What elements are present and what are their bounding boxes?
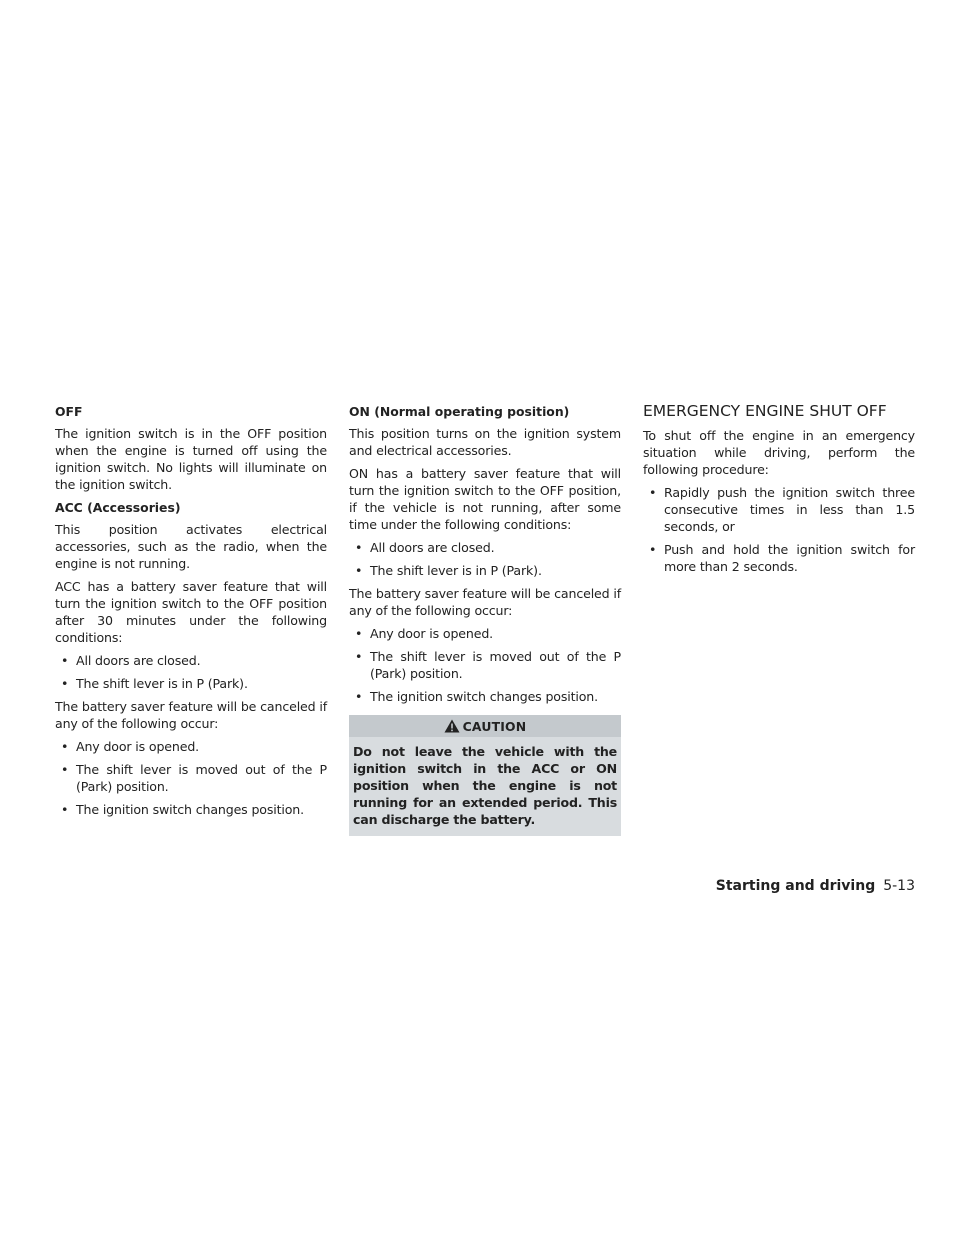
acc-cancel-list — [55, 738, 327, 818]
list-item: • The shift lever is moved out of the P (Park) position. — [55, 761, 327, 795]
acc-paragraph-1: This position activates electrical accessories, such as the radio, when the engine is not running. — [55, 522, 327, 571]
list-item: • Rapidly push the ignition switch three consecutive times in less than 1.5 seconds, or — [643, 484, 915, 535]
on-cancel-paragraph: The battery saver feature will be canceled if any of the following occur: — [349, 586, 621, 618]
page-number: 5-13 — [883, 878, 915, 894]
list-item: • All doors are closed. — [349, 539, 621, 556]
list-item: • The ignition switch changes position. — [55, 801, 327, 818]
acc-heading: ACC (Accessories) — [55, 500, 181, 515]
emergency-steps-list — [643, 484, 915, 575]
column-right — [643, 403, 915, 581]
off-heading: OFF — [55, 404, 83, 419]
list-item: • The shift lever is in P (Park). — [349, 562, 621, 579]
list-item: • All doors are closed. — [55, 652, 327, 669]
page-footer — [716, 877, 915, 895]
on-paragraph-2: ON has a battery saver feature that will turn the ignition switch to the OFF position, if the vehicle is not running, after some time under the following conditions: — [349, 466, 621, 532]
acc-conditions-list — [55, 652, 327, 692]
column-middle — [349, 403, 621, 836]
list-item: • The shift lever is moved out of the P (Park) position. — [349, 648, 621, 682]
on-heading: ON (Normal operating position) — [349, 404, 570, 419]
on-conditions-list — [349, 539, 621, 579]
list-item: • Push and hold the ignition switch for more than 2 seconds. — [643, 541, 915, 575]
caution-header — [349, 715, 621, 737]
footer-section-title: Starting and driving — [715, 878, 876, 894]
list-item: • Any door is opened. — [349, 625, 621, 642]
section-title: EMERGENCY ENGINE SHUT OFF — [643, 402, 887, 420]
emergency-intro: To shut off the engine in an emergency situation while driving, perform the following procedure: — [643, 428, 915, 477]
caution-text: Do not leave the vehicle with the ignition switch in the ACC or ON position when the engine is not running for an extended period. This can discharge the battery. — [353, 744, 617, 827]
on-paragraph-1: This position turns on the ignition system and electrical accessories. — [349, 426, 621, 458]
column-left — [55, 403, 327, 824]
acc-paragraph-2: ACC has a battery saver feature that will turn the ignition switch to the OFF position after 30 minutes under the following conditions: — [55, 579, 327, 645]
list-item: • Any door is opened. — [55, 738, 327, 755]
list-item: • The ignition switch changes position. — [349, 688, 621, 705]
list-item: • The shift lever is in P (Park). — [55, 675, 327, 692]
caution-box — [349, 715, 621, 836]
acc-cancel-paragraph: The battery saver feature will be canceled if any of the following occur: — [55, 699, 327, 731]
on-cancel-list — [349, 625, 621, 705]
warning-triangle-icon — [444, 719, 460, 733]
off-paragraph: The ignition switch is in the OFF position when the engine is turned off using the ignition switch. No lights will illuminate on the ignition switch. — [55, 426, 327, 492]
caution-title: CAUTION — [462, 718, 527, 734]
